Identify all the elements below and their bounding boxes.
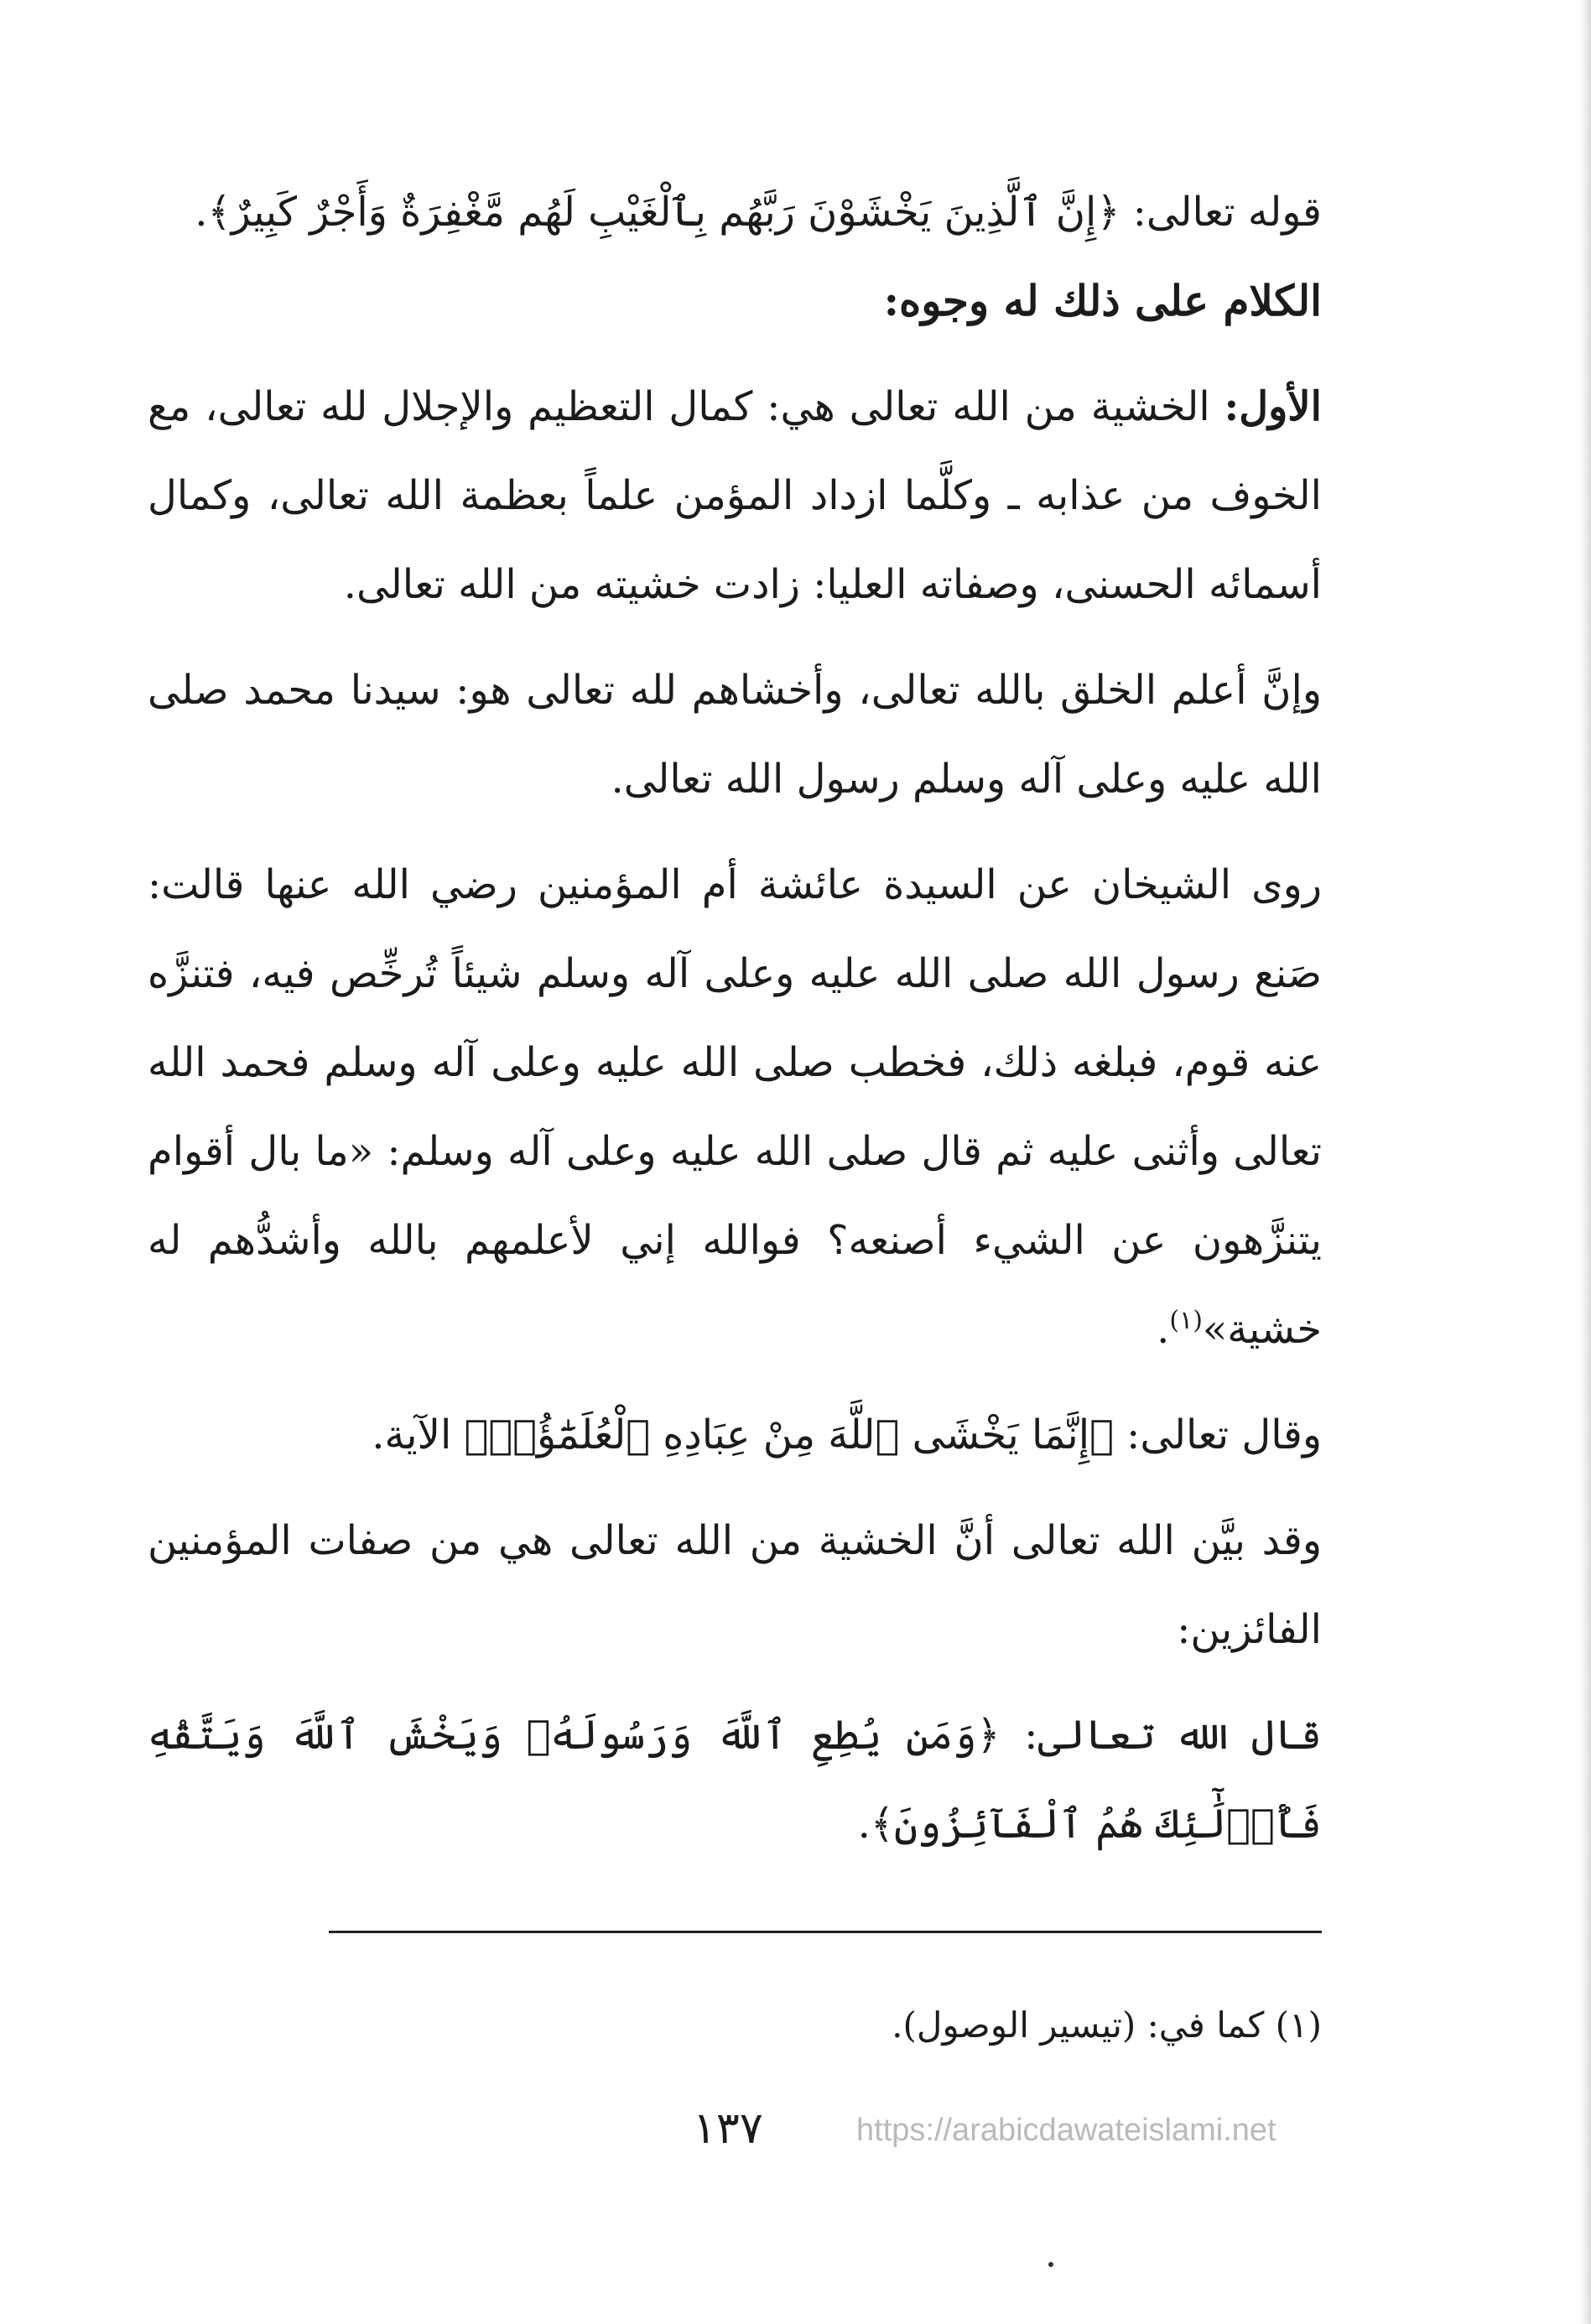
footnote-marker[interactable]: (١) [1169,1306,1203,1335]
page-number: ١٣٧ [693,2103,763,2154]
paragraph-text: قوله تعالى: ﴿إِنَّ ٱلَّذِينَ يَخْشَوْنَ رَبَّهُم بِٱلْغَيْبِ لَهُم مَّغْفِرَةٌ وَأَجْرٌ كَبِيرٌ﴾. [195,189,1322,236]
paragraph-hadith-aisha [148,840,1322,1374]
paragraph-text: وإنَّ أعلم الخلق بالله تعالى، وأخشاهم لله تعالى هو: سيدنا محمد صلى الله عليه وعلى آله وسلم رسول الله تعالى. [148,667,1322,803]
paragraph-text: وقال تعالى: ﴿إِنَّمَا يَخْشَى ٱللَّهَ مِنْ عِبَادِهِ ٱلْعُلَمَٰٓؤُا۟﴾ الآية. [372,1412,1322,1458]
verse-paragraph-ulama [148,1391,1322,1479]
paragraph-first-aspect [148,362,1322,629]
section-heading: الكلام على ذلك له وجوه: [883,276,1322,325]
scan-edge-shadow [1579,0,1591,2324]
paragraph-believers-traits [148,1496,1322,1674]
paragraph-text: وقد بيَّن الله تعالى أنَّ الخشية من الله تعالى هي من صفات المؤمنين الفائزين: [148,1517,1322,1653]
paragraph-text: روى الشيخان عن السيدة عائشة أم المؤمنين رضي الله عنها قالت: صَنع رسول الله صلى الله عليه وعلى آله وسلم شيئاً تُرخِّص فيه، فتنزَّه عنه قوم، فبلغه ذلك، فخطب صلى الله عليه وعلى آله وسلم فحمد الله تعالى وأثنى عليه ثم قال صلى الله عليه وعلى آله وسلم: «ما بال أقوام يتنزَّهون عن الشيء أصنعه؟ فوالله إني لأعلمهم بالله وأشدُّهم له خشية» [148,861,1323,1353]
footnote: (١) كما في: (تيسير الوصول). [892,2004,1322,2046]
page-body [148,168,1322,1869]
footnote-divider [329,1931,1322,1933]
paragraph-text: الخشية من الله تعالى هي: كمال التعظيم والإجلال لله تعالى، مع الخوف من عذابه ـ وكلَّما ازداد المؤمن علماً بعظمة الله تعالى، وكمال أسمائه الحسنى، وصفاته العليا: زادت خشيته من الله تعالى. [148,383,1322,608]
verse-paragraph-faizun [148,1691,1322,1869]
scan-speck [1048,2262,1053,2267]
aspect-term: الأول: [1224,383,1323,430]
paragraph-most-knowing [148,646,1322,824]
paragraph-text: قال الله تعالى: ﴿وَمَن يُطِعِ ٱللَّهَ وَرَسُولَهُۥ وَيَخْشَ ٱللَّهَ وَيَتَّقْهِ فَأُو۟لَٰٓئِكَ هُمُ ٱلْفَآئِزُونَ﴾. [148,1712,1322,1848]
source-watermark: https://arabicdawateislami.net [856,2113,1276,2148]
paragraph-end: . [1157,1306,1170,1353]
page-footer [148,2095,1322,2162]
verse-paragraph-khashiya-ghayb [148,168,1322,257]
